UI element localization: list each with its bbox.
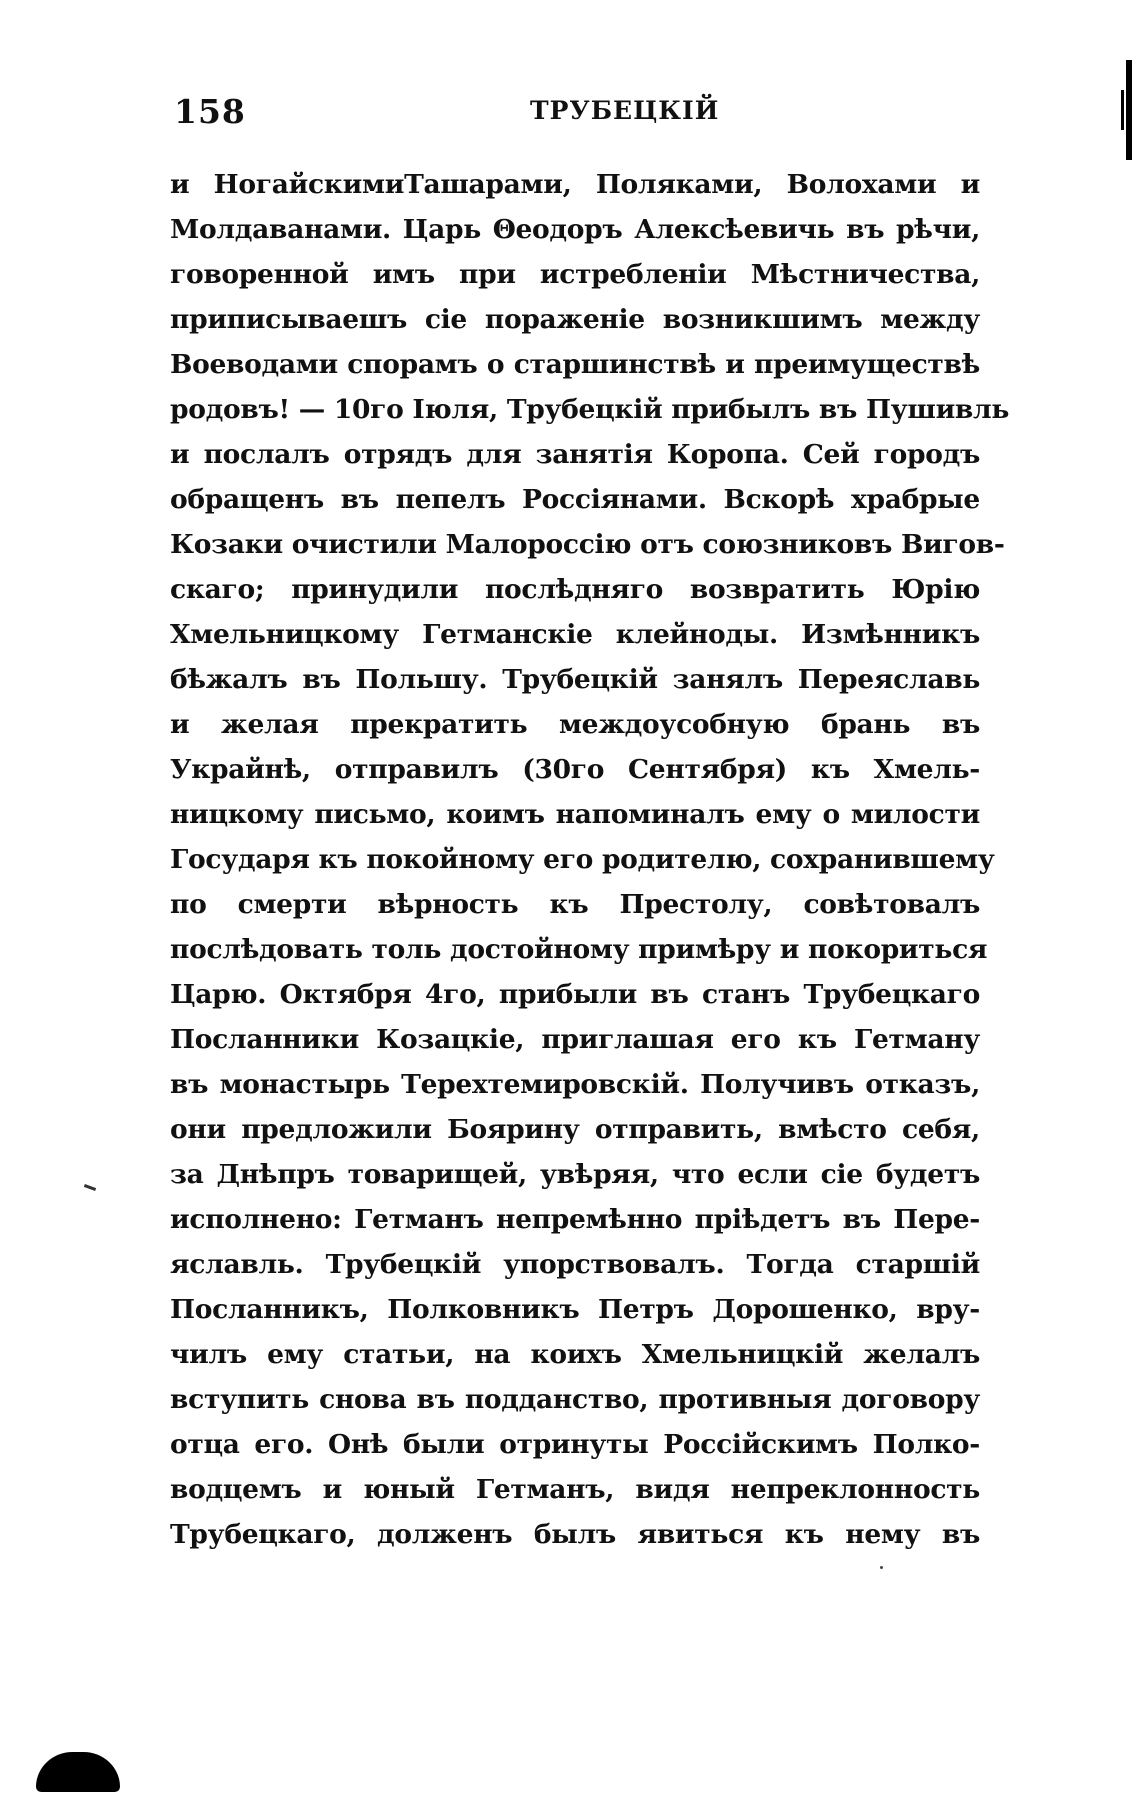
scan-edge-mark [1126, 60, 1132, 160]
text-line: водцемъ и юный Гетманъ, видя непреклонность [170, 1474, 980, 1505]
text-line: чилъ ему статьи, на коихъ Хмельницкій желалъ [170, 1339, 980, 1370]
text-line: и НогайскимиТашарами, Поляками, Волохами и [170, 169, 980, 200]
scan-ink-blot [36, 1752, 120, 1792]
text-line: послѣдовать толь достойному примѣру и покориться [170, 934, 988, 965]
text-line: Хмельницкому Гетманскіе клейноды. Измѣнникъ [170, 619, 980, 650]
text-line: Царю. Октября 4го, прибыли въ станъ Трубецкаго [170, 979, 980, 1010]
text-line-group [170, 747, 980, 837]
text-line: Государя къ покойному его родителю, сохранившему [170, 844, 995, 875]
text-line: яславль. Трубецкій упорствовалъ. Тогда старшій [170, 1249, 980, 1280]
text-line: Трубецкаго, долженъ былъ явиться къ нему въ [170, 1519, 980, 1550]
text-line: скаго; принудили послѣдняго возвратить Юрію [170, 574, 980, 605]
running-head: ТРУБЕЦКІЙ [530, 96, 720, 125]
text-line: они предложили Боярину отправить, вмѣсто себя, [170, 1114, 980, 1145]
text-line: въ монастырь Терехтемировскій. Получивъ отказъ, [170, 1069, 980, 1100]
text-line: Украйнѣ, отправилъ (30го Сентября) къ Хмель- [170, 754, 980, 785]
text-line: Воеводами спорамъ о старшинствѣ и преимуществѣ [170, 349, 980, 380]
text-line: Молдаванами. Царь Θеодоръ Алексѣевичь въ рѣчи, [170, 214, 980, 245]
text-line: исполнено: Гетманъ непремѣнно пріѣдетъ въ Пере- [170, 1204, 980, 1235]
scan-edge-mark [1121, 90, 1124, 130]
text-line: Посланники Козацкіе, приглашая его къ Гетману [170, 1024, 980, 1055]
text-line: бѣжалъ въ Польшу. Трубецкій занялъ Переяславь [170, 664, 980, 695]
text-line: приписываешъ сіе пораженіе возникшимъ между [170, 304, 980, 335]
text-line: и желая прекратить междоусобную брань въ [170, 709, 980, 740]
text-line-group [170, 1287, 980, 1377]
text-line-group [170, 1422, 980, 1512]
page-header [170, 92, 990, 136]
text-line: по смерти вѣрность къ Престолу, совѣтовалъ [170, 889, 980, 920]
text-line: отца его. Онѣ были отринуты Россійскимъ Полко- [170, 1429, 980, 1460]
text-line: обращенъ въ пепелъ Россіянами. Вскорѣ храбрые [170, 484, 980, 515]
text-line-group [170, 522, 1005, 612]
text-line: вступить снова въ подданство, противныя договору [170, 1384, 980, 1415]
scan-speck [84, 1184, 96, 1191]
text-line: родовъ! — 10го Іюля, Трубецкій прибылъ въ Пушивль [170, 394, 1010, 425]
page-number: 158 [174, 92, 246, 131]
text-line: Посланникъ, Полковникъ Петръ Дорошенко, вру- [170, 1294, 980, 1325]
text-line: ницкому письмо, коимъ напоминалъ ему о милости [170, 799, 980, 830]
text-line: Козаки очистили Малороссію отъ союзниковъ Вигов- [170, 529, 1005, 560]
body-text [170, 162, 1010, 1557]
text-line: и послалъ отрядъ для занятія Коропа. Сей городъ [170, 439, 980, 470]
text-line-group [170, 1197, 980, 1287]
text-line: говоренной имъ при истребленіи Мѣстничества, [170, 259, 980, 290]
scan-speck [880, 1566, 883, 1569]
text-line: за Днѣпръ товарищей, увѣряя, что если сіе будетъ [170, 1159, 980, 1190]
